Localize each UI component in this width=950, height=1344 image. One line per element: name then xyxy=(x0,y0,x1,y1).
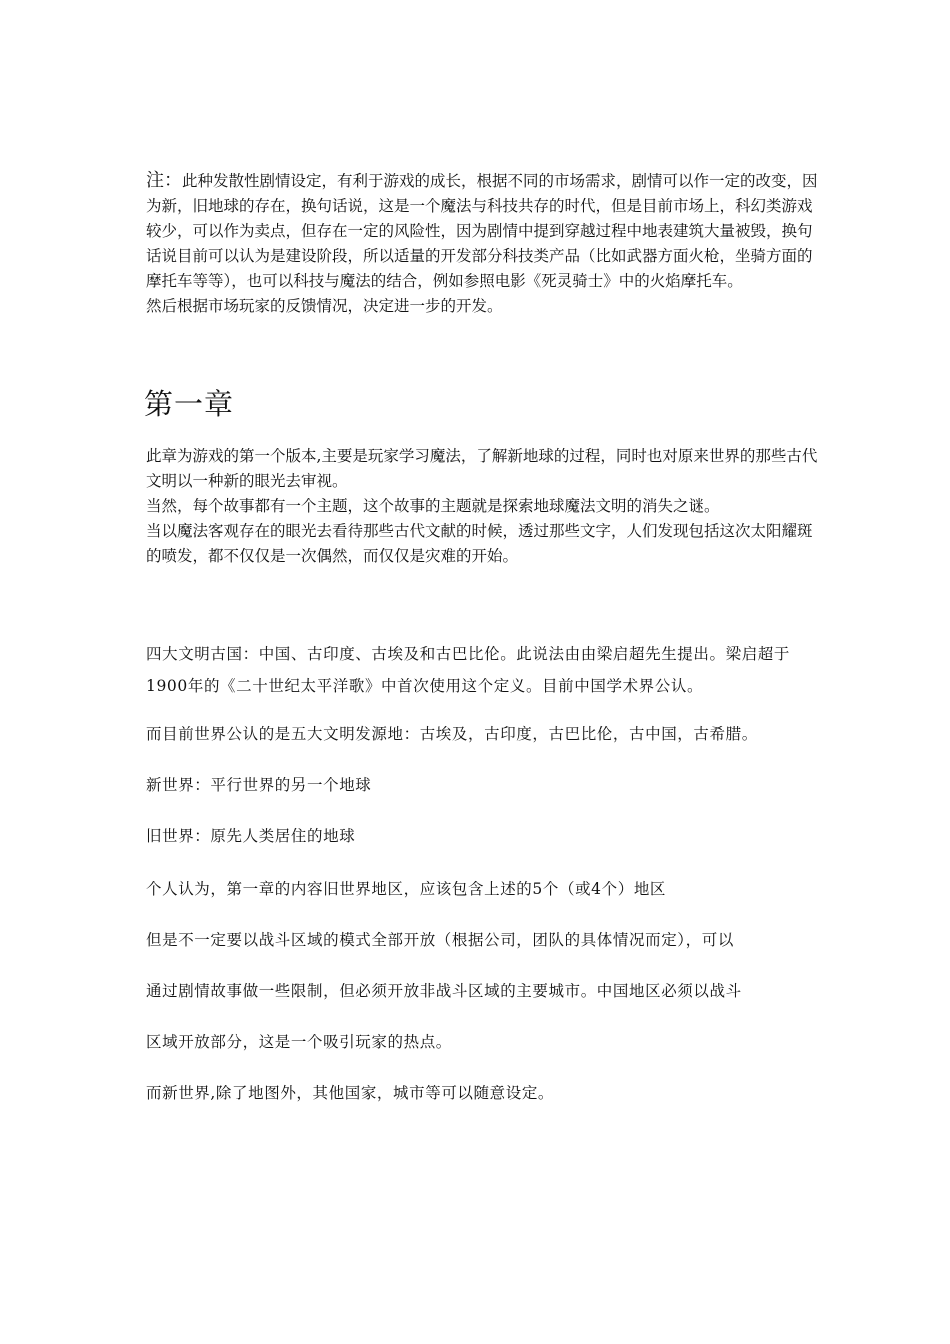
limit-line-3: 区域开放部分，这是一个吸引玩家的热点。 xyxy=(146,1033,452,1051)
note-followup: 然后根据市场玩家的反馈情况，决定进一步的开发。 xyxy=(146,297,503,315)
chapter-intro xyxy=(146,444,818,569)
intro-paragraph: 此章为游戏的第一个版本,主要是玩家学习魔法，了解新地球的过程，同时也对原来世界的那些古代文明以一种新的眼光去审视。 xyxy=(146,447,818,490)
limit-line-1: 但是不一定要以战斗区域的模式全部开放（根据公司，团队的具体情况而定），可以 xyxy=(146,931,734,949)
new-world-note-line: 而新世界,除了地图外，其他国家，城市等可以随意设定。 xyxy=(146,1084,555,1102)
five-civilizations-line: 而目前世界公认的是五大文明发源地：古埃及，古印度，古巴比伦，古中国，古希腊。 xyxy=(146,725,758,743)
intro-paragraph: 当以魔法客观存在的眼光去看待那些古代文献的时候，透过那些文字，人们发现包括这次太阳耀斑的喷发，都不仅仅是一次偶然，而仅仅是灾难的开始。 xyxy=(146,522,813,565)
intro-paragraph: 当然，每个故事都有一个主题，这个故事的主题就是探索地球魔法文明的消失之谜。 xyxy=(146,497,720,515)
four-civilizations-paragraph: 四大文明古国：中国、古印度、古埃及和古巴比伦。此说法由由梁启超先生提出。梁启超于1900年的《二十世纪太平洋歌》中首次使用这个定义。目前中国学术界公认。 xyxy=(146,645,791,695)
opinion-line: 个人认为，第一章的内容旧世界地区，应该包含上述的5个（或4个）地区 xyxy=(146,880,667,898)
note-body: 此种发散性剧情设定，有利于游戏的成长，根据不同的市场需求，剧情可以作一定的改变，因为新，旧地球的存在，换句话说，这是一个魔法与科技共存的时代，但是目前市场上，科幻类游戏较少，可以作为卖点，但存在一定的风险性，因为剧情中提到穿越过程中地表建筑大量被毁，换句话说目前可以认为是建设阶段，所以适量的开发部分科技类产品（比如武器方面火枪，坐骑方面的摩托车等等），也可以科技与魔法的结合，例如参照电影《死灵骑士》中的火焰摩托车。 xyxy=(146,172,818,290)
note-paragraph xyxy=(146,168,818,294)
new-world-line: 新世界：平行世界的另一个地球 xyxy=(146,776,372,794)
note-label: 注： xyxy=(146,170,182,191)
old-world-line: 旧世界：原先人类居住的地球 xyxy=(146,827,356,845)
chapter-title: 第一章 xyxy=(144,387,235,421)
limit-line-2: 通过剧情故事做一些限制，但必须开放非战斗区域的主要城市。中国地区必须以战斗 xyxy=(146,982,742,1000)
note-section xyxy=(146,168,818,319)
